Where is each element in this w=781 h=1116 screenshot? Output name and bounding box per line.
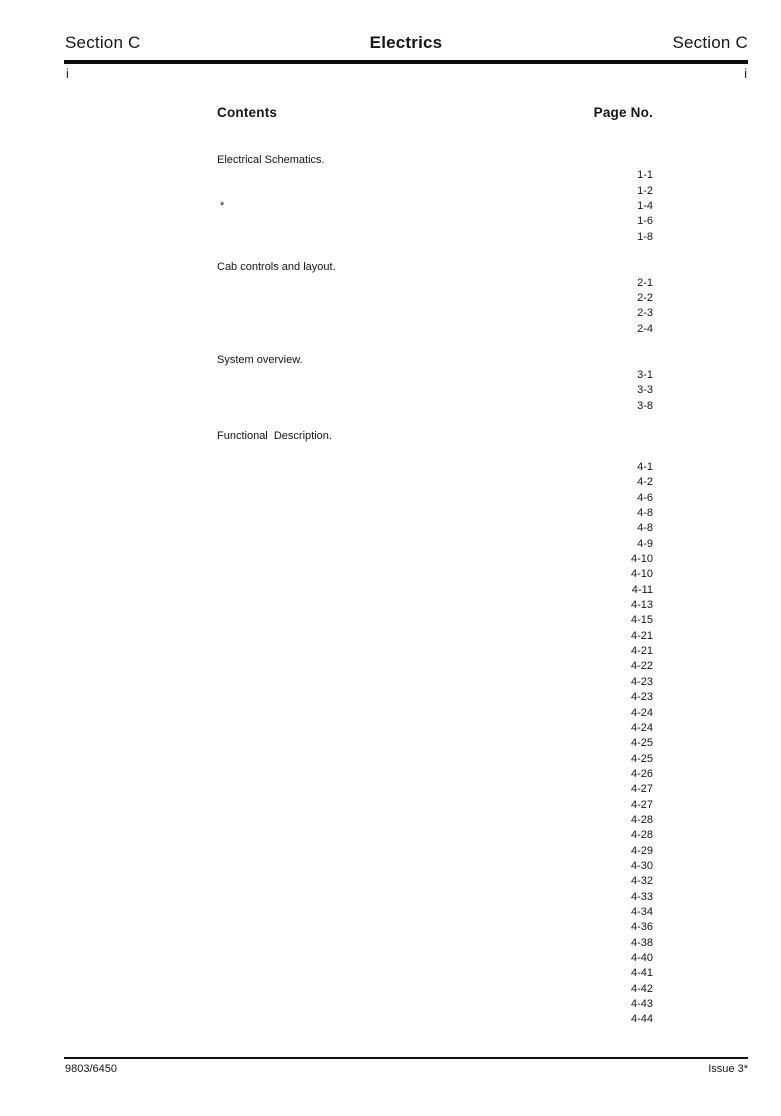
toc-row-page: 4-1 xyxy=(225,460,653,475)
toc-row-page: 4-8 xyxy=(225,521,653,536)
toc-row-page: 4-13 xyxy=(225,598,653,613)
toc-row-page: 4-21 xyxy=(225,644,653,659)
toc-row-marker: * xyxy=(220,200,225,213)
toc-row xyxy=(217,675,653,690)
toc-row-page: 4-44 xyxy=(225,1012,653,1027)
toc-row-page: 4-10 xyxy=(225,567,653,582)
toc-row xyxy=(217,184,653,199)
toc-row xyxy=(217,905,653,920)
toc-row xyxy=(217,936,653,951)
toc-row xyxy=(217,690,653,705)
toc-row-page: 1-2 xyxy=(225,184,653,199)
toc-row xyxy=(217,383,653,398)
page-title: Electrics xyxy=(369,33,443,52)
toc-section xyxy=(217,153,653,245)
toc-row xyxy=(217,1012,653,1027)
toc-row-page: 4-32 xyxy=(225,874,653,889)
toc-row-page: 2-1 xyxy=(225,276,653,291)
toc-row-page: 4-15 xyxy=(225,613,653,628)
toc-row-page: 1-4 xyxy=(225,199,653,214)
toc-row-page: 3-8 xyxy=(225,399,653,414)
toc-row xyxy=(217,644,653,659)
toc-section xyxy=(217,260,653,337)
toc-row-page: 4-30 xyxy=(225,859,653,874)
toc-row xyxy=(217,521,653,536)
footer-doc-number: 9803/6450 xyxy=(65,1063,117,1075)
toc-column-header-row xyxy=(217,445,653,460)
toc-row xyxy=(217,798,653,813)
toc-row-page: 1-8 xyxy=(225,230,653,245)
toc-row-page: 2-3 xyxy=(225,306,653,321)
toc-row xyxy=(217,460,653,475)
toc-row xyxy=(217,721,653,736)
toc-row xyxy=(217,782,653,797)
toc-row xyxy=(217,552,653,567)
toc-row xyxy=(217,598,653,613)
toc-row xyxy=(217,168,653,183)
toc-row xyxy=(217,475,653,490)
toc-row-page: 4-43 xyxy=(225,997,653,1012)
header-rule xyxy=(64,60,748,64)
toc-row xyxy=(217,306,653,321)
toc-row-page: 1-6 xyxy=(225,214,653,229)
toc-row xyxy=(217,828,653,843)
page-index-row xyxy=(64,67,748,83)
toc-row-page: 4-40 xyxy=(225,951,653,966)
toc-row-page: 1-1 xyxy=(225,168,653,183)
toc-section xyxy=(217,429,653,1027)
toc-row-page: 4-11 xyxy=(225,583,653,598)
toc-row xyxy=(217,920,653,935)
toc-row-page: 4-26 xyxy=(225,767,653,782)
toc-row xyxy=(217,399,653,414)
toc-row-page: 4-23 xyxy=(225,675,653,690)
header-section-left: Section C xyxy=(65,33,141,52)
contents-header xyxy=(217,105,653,123)
toc-row xyxy=(217,813,653,828)
toc-row xyxy=(217,966,653,981)
toc-row-page: 4-25 xyxy=(225,736,653,751)
toc-row-page: 2-4 xyxy=(225,322,653,337)
toc-row xyxy=(217,844,653,859)
footer-issue: Issue 3* xyxy=(708,1063,748,1075)
toc-row xyxy=(217,982,653,997)
toc-row-page: 4-24 xyxy=(225,706,653,721)
toc-row-page: 4-33 xyxy=(225,890,653,905)
toc-row xyxy=(217,230,653,245)
toc-row-page: 4-2 xyxy=(225,475,653,490)
page-footer xyxy=(64,1063,748,1079)
toc-row xyxy=(217,736,653,751)
page-header xyxy=(64,33,748,57)
toc-row-page: 4-25 xyxy=(225,752,653,767)
toc-row xyxy=(217,491,653,506)
page-index-right: i xyxy=(744,67,747,81)
toc-row-page: 4-28 xyxy=(225,813,653,828)
toc xyxy=(217,153,653,1028)
toc-row-page: 4-34 xyxy=(225,905,653,920)
toc-row xyxy=(217,752,653,767)
toc-row-page: 4-9 xyxy=(225,537,653,552)
toc-row xyxy=(217,874,653,889)
toc-row-page: 4-24 xyxy=(225,721,653,736)
toc-row xyxy=(217,997,653,1012)
toc-row xyxy=(217,368,653,383)
toc-row-page: 3-1 xyxy=(225,368,653,383)
toc-row xyxy=(217,613,653,628)
toc-row-page: 3-3 xyxy=(225,383,653,398)
toc-row-page: 4-22 xyxy=(225,659,653,674)
footer-rule xyxy=(64,1057,748,1059)
toc-row xyxy=(217,659,653,674)
toc-row xyxy=(217,199,653,214)
toc-row-page: 4-42 xyxy=(225,982,653,997)
toc-row-page: 4-27 xyxy=(225,782,653,797)
page-index-left: i xyxy=(66,67,69,81)
toc-row xyxy=(217,276,653,291)
toc-section xyxy=(217,353,653,414)
toc-row xyxy=(217,583,653,598)
toc-row xyxy=(217,567,653,582)
toc-row xyxy=(217,629,653,644)
toc-row xyxy=(217,214,653,229)
toc-row-page: 4-23 xyxy=(225,690,653,705)
toc-row-page: 4-29 xyxy=(225,844,653,859)
toc-row xyxy=(217,859,653,874)
toc-section-heading: Cab controls and layout. xyxy=(217,261,336,274)
toc-column-page xyxy=(225,445,653,460)
toc-row xyxy=(217,506,653,521)
toc-row-page: 4-36 xyxy=(225,920,653,935)
toc-row-page: 4-10 xyxy=(225,552,653,567)
toc-row xyxy=(217,537,653,552)
toc-row-page: 4-6 xyxy=(225,491,653,506)
toc-section-heading: Functional Description. xyxy=(217,430,332,443)
toc-row-page: 4-28 xyxy=(225,828,653,843)
header-section-right: Section C xyxy=(672,33,748,52)
toc-row xyxy=(217,322,653,337)
toc-row-page: 4-41 xyxy=(225,966,653,981)
toc-row-page: 4-38 xyxy=(225,936,653,951)
page-no-label: Page No. xyxy=(593,105,653,120)
toc-section-heading: System overview. xyxy=(217,353,303,366)
toc-row-page: 2-2 xyxy=(225,291,653,306)
toc-row-page: 4-8 xyxy=(225,506,653,521)
toc-row xyxy=(217,890,653,905)
toc-section-heading: Electrical Schematics. xyxy=(217,154,325,166)
toc-row xyxy=(217,291,653,306)
toc-row xyxy=(217,951,653,966)
toc-row-page: 4-21 xyxy=(225,629,653,644)
toc-row xyxy=(217,706,653,721)
contents-label: Contents xyxy=(217,105,278,120)
toc-row xyxy=(217,767,653,782)
toc-row-page: 4-27 xyxy=(225,798,653,813)
